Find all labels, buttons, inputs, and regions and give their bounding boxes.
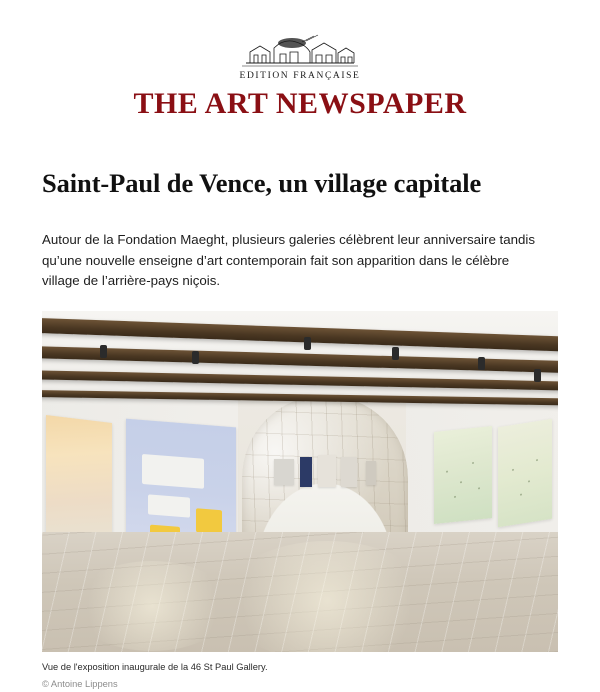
page-title: Saint-Paul de Vence, un village capitale <box>42 168 482 198</box>
article-standfirst: Autour de la Fondation Maeght, plusieurs galeries célèbrent leur anniversaire tandis qu’une nouvelle enseigne d’art contemporain fait son apparition dans le célèbre village de l’arrière-pays niçois. <box>42 232 536 289</box>
artwork-right-2 <box>498 419 552 528</box>
artwork-arch-4 <box>341 457 357 487</box>
artwork-left-1 <box>46 415 112 547</box>
masthead-title: THE ART NEWSPAPER <box>133 87 467 120</box>
article-figure <box>42 311 558 692</box>
masthead <box>0 0 600 120</box>
artwork-arch-5 <box>366 461 376 485</box>
figure-caption: Vue de l'exposition inaugurale de la 46 St Paul Gallery. <box>42 662 268 673</box>
newspaper-engraving-icon <box>240 30 360 70</box>
artwork-arch-1 <box>274 459 294 485</box>
article-body <box>0 168 600 692</box>
artwork-arch-3 <box>318 455 336 487</box>
figure-credit: © Antoine Lippens <box>42 679 118 690</box>
gallery-photo <box>42 311 558 652</box>
artwork-arch-2 <box>300 457 312 487</box>
artwork-right-1 <box>434 426 492 524</box>
edition-line: EDITION FRANÇAISE <box>239 71 361 81</box>
